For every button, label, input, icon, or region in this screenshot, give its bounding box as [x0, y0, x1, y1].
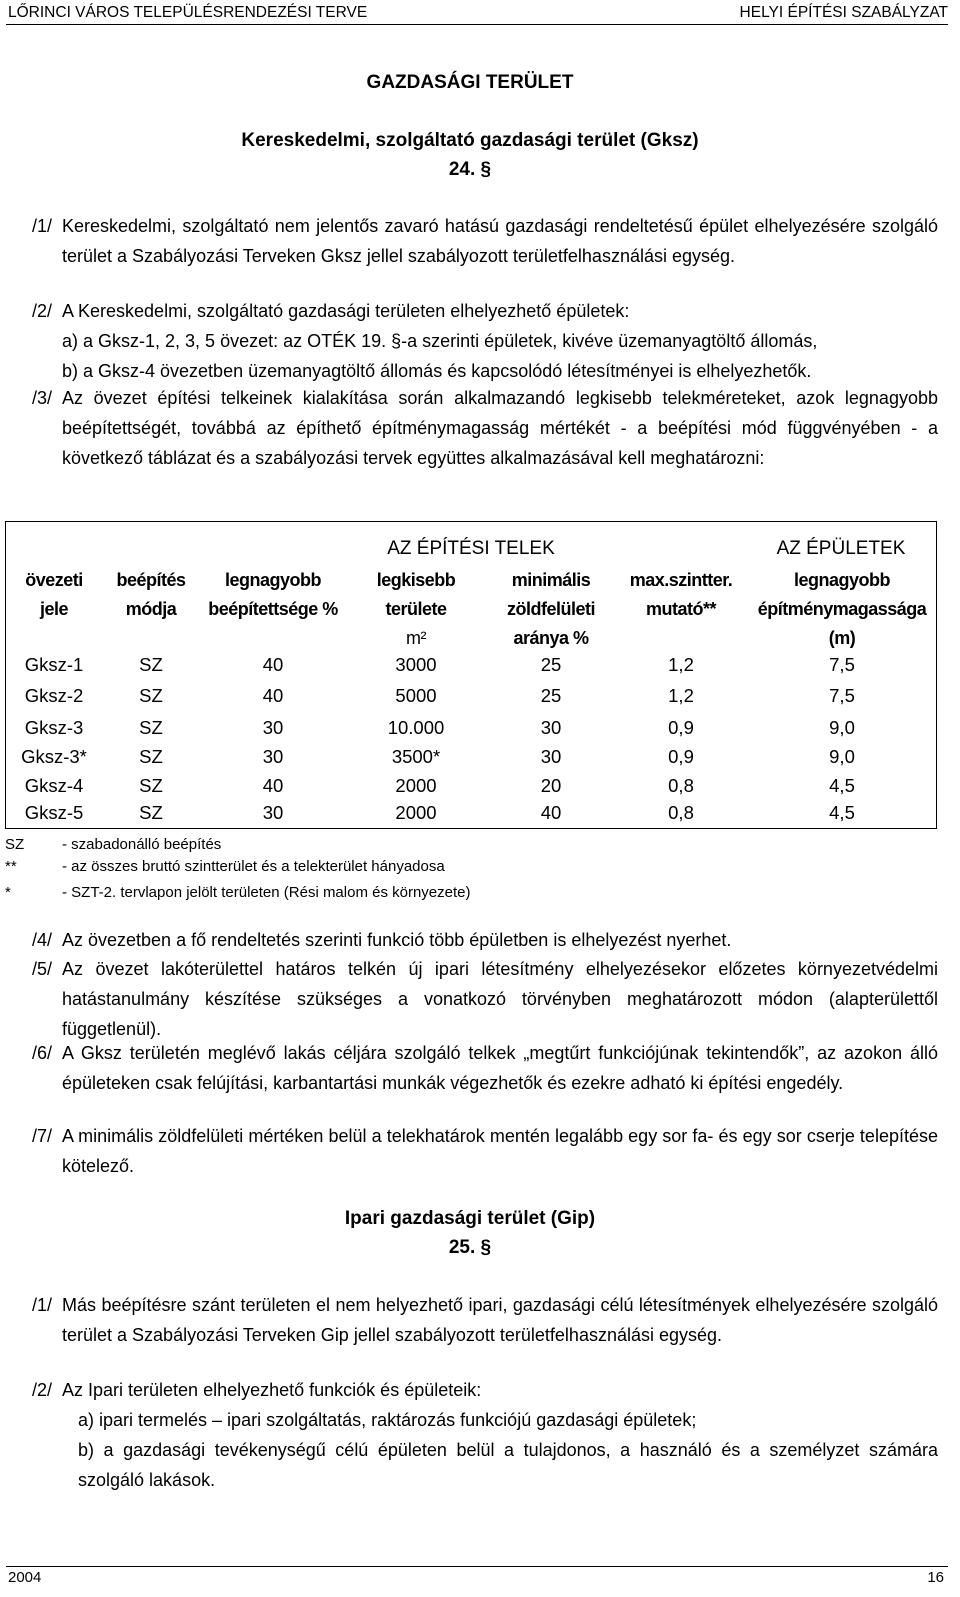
cell-green: 20	[540, 775, 562, 796]
paragraph-intro: A Kereskedelmi, szolgáltató gazdasági területen elhelyezhető épületek:	[62, 301, 630, 321]
table-row	[6, 685, 938, 715]
s25-paragraph-2	[32, 1375, 938, 1495]
note-key: SZ	[5, 836, 25, 853]
paragraph-number: /3/	[32, 388, 53, 408]
note-row	[5, 882, 705, 904]
col-header-floor-ratio	[616, 566, 746, 624]
header-line: max.szintter.	[629, 570, 733, 590]
paragraph-number: /1/	[32, 216, 53, 236]
s24-paragraph-2	[32, 296, 938, 386]
header-line: aránya %	[513, 628, 589, 648]
table-group-building: AZ ÉPÜLETEK	[776, 538, 906, 559]
cell-height: 4,5	[829, 802, 855, 823]
header-line: m²	[406, 628, 426, 648]
note-row	[5, 856, 705, 878]
header-line: mutató**	[645, 599, 716, 619]
paragraph-number: /7/	[32, 1126, 53, 1146]
header-line: jele	[39, 599, 69, 619]
note-key: **	[5, 858, 17, 875]
cell-ratio: 1,2	[668, 685, 694, 706]
cell-coverage: 40	[262, 685, 284, 706]
table-group-lot: AZ ÉPÍTÉSI TELEK	[387, 538, 555, 559]
cell-ratio: 0,8	[668, 775, 694, 796]
cell-mode: SZ	[139, 685, 163, 706]
s24-paragraph-5	[32, 954, 938, 1044]
paragraph-text: Az övezetben a fő rendeltetés szerinti funkció több épületben is elhelyezést nyerhet.	[62, 930, 732, 950]
cell-green: 25	[540, 654, 562, 675]
zone-table	[5, 521, 937, 829]
header-line: területe	[385, 599, 447, 619]
paragraph-text: Az övezet lakóterülettel határos telkén új ipari létesítmény elhelyezésekor előzetes környezetvédelmi hatástanulmány készítése szükséges a vonatkozó törvényben meghatározott módon (alapterülettől függetlenül).	[62, 959, 938, 1039]
paragraph-text: Más beépítésre szánt területen el nem helyezhető ipari, gazdasági célú létesítmények elhelyezésére szolgáló terület a Szabályozási Terveken Gip jellel szabályozott területfelhasználási egység.	[62, 1295, 938, 1345]
cell-area: 5000	[395, 685, 437, 706]
cell-green: 40	[540, 802, 562, 823]
cell-coverage: 40	[262, 775, 284, 796]
paragraph-text: Az övezet építési telkeinek kialakítása során alkalmazandó legkisebb telekméreteket, azok legnagyobb beépítettségét, továbbá az építhető építménymagasság mértékét - a beépítési mód függvényében - a következő táblázat és a szabályozási tervek együttes alkalmazásával kell meghatározni:	[62, 388, 938, 468]
paragraph-number: /2/	[32, 1380, 53, 1400]
cell-mode: SZ	[139, 802, 163, 823]
cell-area: 3500*	[391, 746, 441, 767]
cell-ratio: 0,8	[668, 802, 694, 823]
header-line: övezeti	[25, 570, 83, 590]
header-line: legnagyobb	[224, 570, 321, 590]
cell-zone: Gksz-2	[24, 685, 84, 706]
header-line: zöldfelületi	[507, 599, 595, 619]
paragraph-item-a: a) ipari termelés – ipari szolgáltatás, raktározás funkciójú gazdasági épületek;	[78, 1410, 697, 1430]
cell-area: 3000	[395, 654, 437, 675]
cell-zone: Gksz-5	[24, 802, 84, 823]
cell-mode: SZ	[139, 654, 163, 675]
header-line: építménymagassága	[757, 599, 927, 619]
page-footer	[6, 1566, 948, 1587]
s25-subtitle: Ipari gazdasági terület (Gip)	[344, 1208, 596, 1229]
s25-paragraph-1	[32, 1290, 938, 1350]
paragraph-number: /4/	[32, 930, 53, 950]
cell-green: 25	[540, 685, 562, 706]
note-text: - SZT-2. tervlapon jelölt területen (Rési malom és környezete)	[62, 884, 471, 901]
cell-zone: Gksz-3	[24, 717, 84, 738]
paragraph-item-b: b) a gazdasági tevékenységű célú épületen belül a tulajdonos, a használó és a személyzet számára szolgáló lakások.	[78, 1440, 938, 1490]
page-header	[6, 2, 948, 25]
header-line: legnagyobb	[793, 570, 890, 590]
cell-height: 7,5	[829, 654, 855, 675]
paragraph-number: /2/	[32, 301, 53, 321]
header-line: minimális	[511, 570, 591, 590]
cell-zone: Gksz-4	[24, 775, 84, 796]
table-row	[6, 717, 938, 747]
s24-paragraph-3	[32, 383, 938, 473]
s24-paragraph-4	[32, 925, 938, 955]
s25-number: 25. §	[448, 1237, 492, 1258]
cell-mode: SZ	[139, 717, 163, 738]
header-right: HELYI ÉPÍTÉSI SZABÁLYZAT	[739, 4, 948, 21]
paragraph-text: A Gksz területén meglévő lakás céljára szolgáló telkek „megtűrt funkciójúnak tekintendők”, az azokon álló épületeken csak felújítási, karbantartási munkák végezhetők és ezekre adható ki építési engedély.	[62, 1043, 938, 1093]
s24-subtitle: Kereskedelmi, szolgáltató gazdasági terület (Gksz)	[241, 130, 699, 151]
section-title: GAZDASÁGI TERÜLET	[366, 72, 574, 93]
note-row	[5, 834, 705, 856]
header-line: legkisebb	[376, 570, 456, 590]
col-header-min-area	[346, 566, 486, 653]
cell-ratio: 1,2	[668, 654, 694, 675]
table-row	[6, 654, 938, 684]
cell-mode: SZ	[139, 775, 163, 796]
col-header-min-green	[486, 566, 616, 653]
header-line: beépítettsége %	[208, 599, 338, 619]
cell-height: 7,5	[829, 685, 855, 706]
cell-height: 4,5	[829, 775, 855, 796]
header-left: LŐRINCI VÁROS TELEPÜLÉSRENDEZÉSI TERVE	[8, 4, 368, 21]
paragraph-number: /5/	[32, 959, 53, 979]
paragraph-item-b: b) a Gksz-4 övezetben üzemanyagtöltő állomás és kapcsolódó létesítményei is elhelyezhetők.	[62, 361, 812, 381]
table-row	[6, 802, 938, 832]
note-key: *	[5, 884, 11, 901]
cell-coverage: 30	[262, 802, 284, 823]
table-row	[6, 775, 938, 805]
paragraph-text: A minimális zöldfelületi mértéken belül a telekhatárok mentén legalább egy sor fa- és egy sor cserje telepítése kötelező.	[62, 1126, 938, 1176]
cell-area: 10.000	[387, 717, 445, 738]
s24-paragraph-1	[32, 211, 938, 271]
paragraph-number: /6/	[32, 1043, 53, 1063]
paragraph-text: Kereskedelmi, szolgáltató nem jelentős zavaró hatású gazdasági rendeltetésű épület elhelyezésére szolgáló terület a Szabályozási Terveken Gksz jellel szabályozott területfelhasználási egység.	[62, 216, 938, 266]
cell-coverage: 30	[262, 717, 284, 738]
cell-height: 9,0	[829, 746, 855, 767]
footer-year: 2004	[8, 1569, 42, 1586]
col-header-build-mode	[102, 566, 200, 624]
s24-paragraph-7	[32, 1121, 938, 1181]
header-line: (m)	[828, 628, 856, 648]
table-notes	[5, 834, 705, 900]
header-line: módja	[125, 599, 177, 619]
cell-area: 2000	[395, 802, 437, 823]
paragraph-item-a: a) a Gksz-1, 2, 3, 5 övezet: az OTÉK 19. §-a szerinti épületek, kivéve üzemanyagtöltő állomás,	[62, 331, 818, 351]
col-header-zone	[6, 566, 102, 624]
note-text: - szabadonálló beépítés	[62, 836, 222, 853]
cell-height: 9,0	[829, 717, 855, 738]
page-number: 16	[927, 1569, 944, 1586]
paragraph-intro: Az Ipari területen elhelyezhető funkciók és épületeik:	[62, 1380, 482, 1400]
table-row	[6, 746, 938, 776]
s24-paragraph-6	[32, 1038, 938, 1098]
note-text: - az összes bruttó szintterület és a telekterület hányadosa	[62, 858, 445, 875]
paragraph-number: /1/	[32, 1295, 53, 1315]
cell-green: 30	[540, 717, 562, 738]
cell-green: 30	[540, 746, 562, 767]
cell-ratio: 0,9	[668, 746, 694, 767]
cell-coverage: 30	[262, 746, 284, 767]
cell-zone: Gksz-3*	[21, 746, 87, 767]
col-header-max-height	[746, 566, 938, 653]
col-header-max-coverage	[200, 566, 346, 624]
s24-number: 24. §	[448, 159, 492, 180]
cell-ratio: 0,9	[668, 717, 694, 738]
cell-area: 2000	[395, 775, 437, 796]
cell-coverage: 40	[262, 654, 284, 675]
cell-zone: Gksz-1	[24, 654, 84, 675]
cell-mode: SZ	[139, 746, 163, 767]
header-line: beépítés	[116, 570, 186, 590]
